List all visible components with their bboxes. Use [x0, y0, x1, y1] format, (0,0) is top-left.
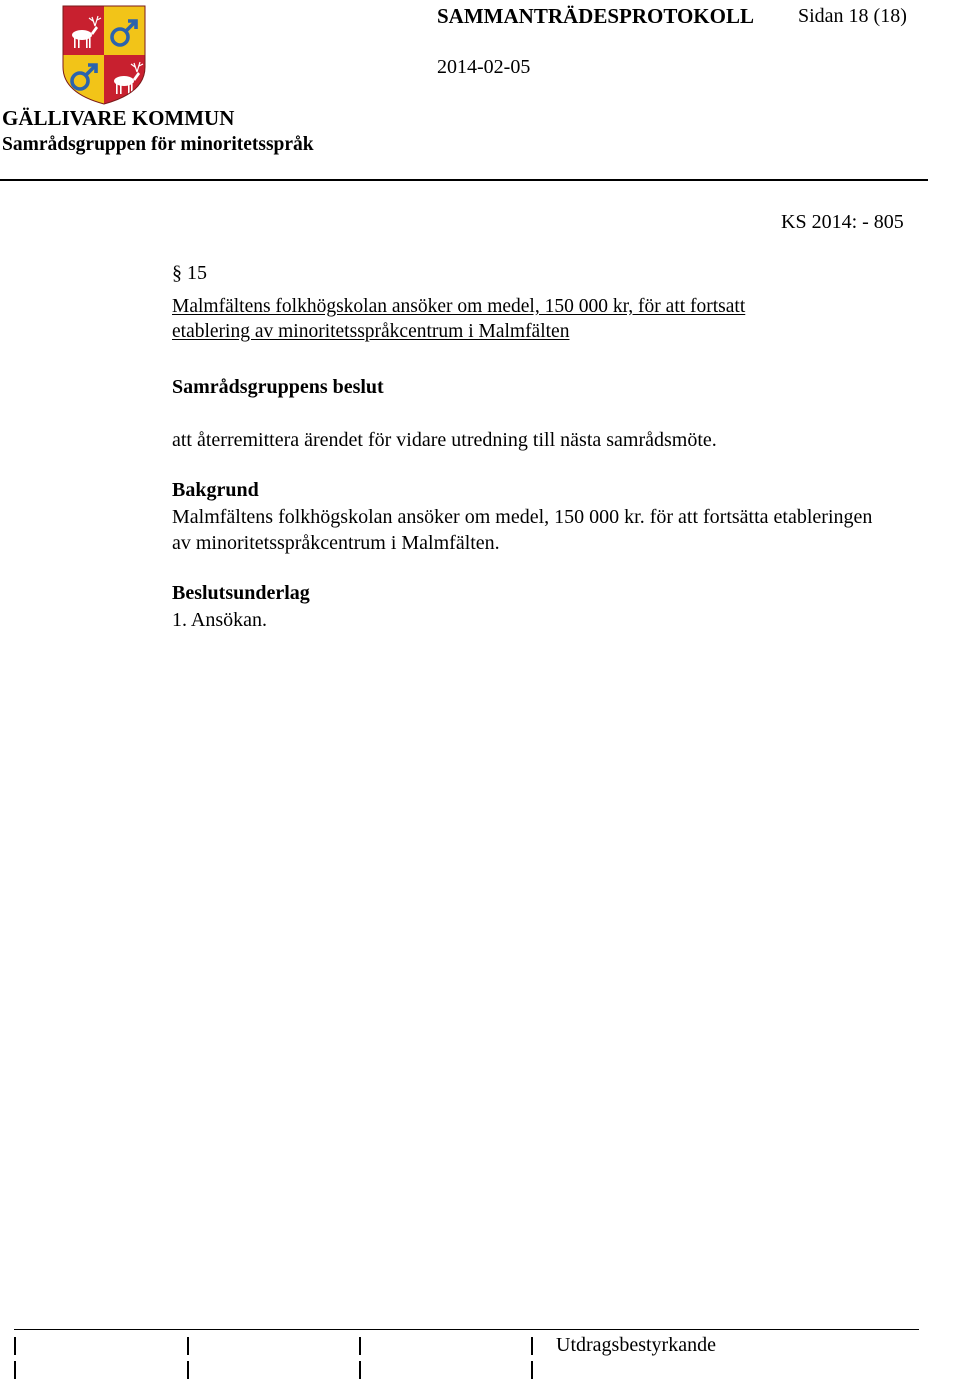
background-text-line: av minoritetsspråkcentrum i Malmfälten. [172, 532, 500, 554]
signature-box-divider [187, 1337, 189, 1355]
background-text-line: Malmfältens folkhögskolan ansöker om medel, 150 000 kr. för att fortsätta etableringen [172, 506, 873, 528]
paragraph-number: § 15 [172, 262, 207, 284]
crest-yellow-quarter-bottom [62, 55, 104, 105]
certification-label: Utdragsbestyrkande [556, 1334, 716, 1356]
footer-divider [14, 1329, 919, 1330]
decision-text: att återremittera ärendet för vidare utredning till nästa samrådsmöte. [172, 429, 717, 451]
signature-box-divider [531, 1361, 533, 1379]
department-name: Samrådsgruppen för minoritetsspråk [2, 134, 314, 155]
signature-box-divider [14, 1361, 16, 1379]
document-type: SAMMANTRÄDESPROTOKOLL [437, 4, 754, 28]
signature-box-divider [359, 1361, 361, 1379]
case-subject [172, 294, 745, 344]
decision-heading: Samrådsgruppens beslut [172, 376, 384, 398]
meeting-date: 2014-02-05 [437, 56, 531, 78]
case-reference: KS 2014: - 805 [781, 211, 904, 233]
case-subject-line: Malmfältens folkhögskolan ansöker om medel, 150 000 kr, för att fortsatt [172, 296, 746, 317]
municipal-coat-of-arms [62, 5, 146, 105]
page-number: Sidan 18 (18) [798, 5, 907, 27]
organization-name: GÄLLIVARE KOMMUN [2, 106, 235, 130]
case-subject-line: etablering av minoritetsspråkcentrum i Malmfälten [172, 321, 570, 342]
header-divider [0, 179, 928, 181]
signature-box-divider [531, 1337, 533, 1355]
signature-box-divider [359, 1337, 361, 1355]
crest-red-quarter-top [62, 5, 104, 55]
background-heading: Bakgrund [172, 479, 259, 501]
basis-item: 1. Ansökan. [172, 609, 267, 631]
basis-heading: Beslutsunderlag [172, 582, 310, 604]
signature-box-divider [14, 1337, 16, 1355]
signature-box-divider [187, 1361, 189, 1379]
